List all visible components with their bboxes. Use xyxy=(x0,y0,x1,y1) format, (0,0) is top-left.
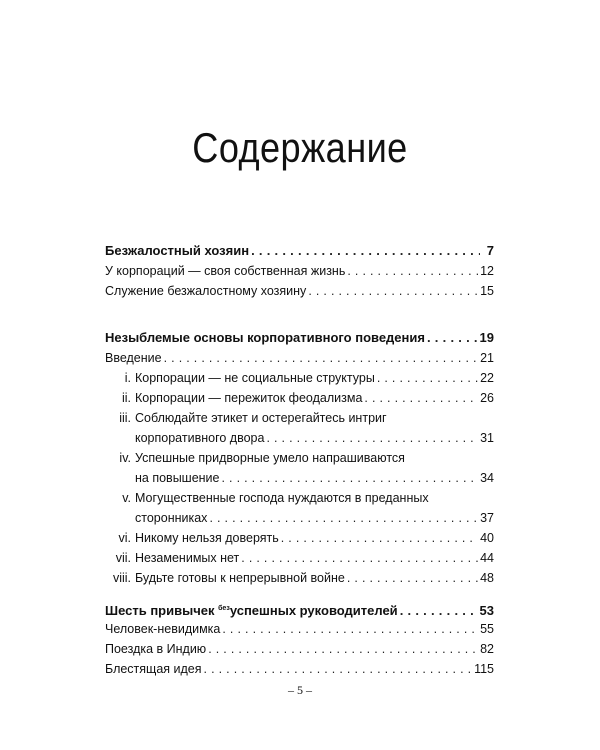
toc-heading-text xyxy=(105,599,398,621)
page-number: 19 xyxy=(479,330,494,345)
toc-item-text: Будьте готовы к непрерывной войне xyxy=(135,571,345,585)
page-number: 48 xyxy=(480,571,494,585)
toc-entry[interactable] xyxy=(105,281,494,301)
toc-item-text: Корпорации — пережиток феодализма xyxy=(135,391,363,405)
page-title: Содержание xyxy=(192,124,408,171)
page-number: 53 xyxy=(479,603,494,618)
dot-leader xyxy=(222,468,479,488)
heading-superscript: без xyxy=(218,605,230,612)
page-number: 44 xyxy=(480,551,494,565)
toc-item-text: Корпорации — не социальные структуры xyxy=(135,371,375,385)
item-numeral: vi. xyxy=(118,531,131,545)
toc-heading-text: Незыблемые основы корпоративного поведения xyxy=(105,330,425,345)
toc-item[interactable] xyxy=(105,368,494,388)
dot-leader xyxy=(208,639,478,659)
toc-item-line1[interactable] xyxy=(105,408,494,428)
dot-leader xyxy=(364,388,478,408)
toc-item-line2[interactable] xyxy=(105,428,494,448)
toc-entry-text: Человек-невидимка xyxy=(105,622,221,636)
toc-item-line1[interactable] xyxy=(105,448,494,468)
dot-leader xyxy=(427,328,478,348)
dot-leader xyxy=(266,428,478,448)
dot-leader xyxy=(400,601,478,621)
toc-item-text: корпоративного двора xyxy=(135,431,265,445)
toc-entry[interactable] xyxy=(105,348,494,368)
toc-item[interactable] xyxy=(105,388,494,408)
dot-leader xyxy=(222,619,478,639)
item-numeral: iv. xyxy=(119,451,131,465)
dot-leader xyxy=(308,281,478,301)
toc-item-text: Никому нельзя доверять xyxy=(135,531,279,545)
toc-section-1 xyxy=(105,241,494,301)
dot-leader xyxy=(204,659,473,679)
dot-leader xyxy=(209,508,478,528)
toc-item[interactable] xyxy=(105,568,494,588)
toc-entry[interactable] xyxy=(105,639,494,659)
heading-text-before: Шесть привычек xyxy=(105,603,219,618)
toc-heading[interactable] xyxy=(105,328,494,348)
item-numeral: iii. xyxy=(119,411,131,425)
page-number: 21 xyxy=(480,351,494,365)
page-number: 37 xyxy=(480,511,494,525)
toc-item-text: на повышение xyxy=(135,471,220,485)
toc-item-line2[interactable] xyxy=(105,468,494,488)
toc-entry[interactable] xyxy=(105,659,494,679)
heading-text-after: успешных руководителей xyxy=(229,603,398,618)
toc-item-text: Незаменимых нет xyxy=(135,551,240,565)
dot-leader xyxy=(347,261,478,281)
toc-entry[interactable] xyxy=(105,619,494,639)
toc-item-text: сторонниках xyxy=(135,511,208,525)
toc-entry-text: Введение xyxy=(105,351,162,365)
page-number: 22 xyxy=(480,371,494,385)
page-number: 31 xyxy=(480,431,494,445)
dot-leader xyxy=(241,548,478,568)
toc-entry-text: Блестящая идея xyxy=(105,662,202,676)
toc-entry-text: У корпораций — своя собственная жизнь xyxy=(105,264,346,278)
toc-item[interactable] xyxy=(105,548,494,568)
toc-section-3 xyxy=(105,599,494,679)
dot-leader xyxy=(281,528,478,548)
page-number: 15 xyxy=(480,284,494,298)
toc-item-text: Успешные придворные умело напрашиваются xyxy=(135,451,405,465)
page-number: 82 xyxy=(480,642,494,656)
toc-item-text: Соблюдайте этикет и остерегайтесь интриг xyxy=(135,411,387,425)
dot-leader xyxy=(377,368,478,388)
page-number: 55 xyxy=(480,622,494,636)
dot-leader xyxy=(347,568,478,588)
page-number: 40 xyxy=(480,531,494,545)
item-numeral: i. xyxy=(124,371,131,385)
item-numeral: viii. xyxy=(112,571,131,585)
item-numeral: vii. xyxy=(115,551,131,565)
toc-heading[interactable] xyxy=(105,599,494,619)
toc-item-text: Могущественные господа нуждаются в преданных xyxy=(135,491,429,505)
dot-leader xyxy=(251,241,480,261)
page-number: 115 xyxy=(474,662,494,676)
toc-item-line2[interactable] xyxy=(105,508,494,528)
page-number: 7 xyxy=(486,243,494,258)
toc-heading-text: Безжалостный хозяин xyxy=(105,243,250,258)
page-folio: – 5 – xyxy=(288,683,312,697)
toc-heading[interactable] xyxy=(105,241,494,261)
toc-entry-text: Служение безжалостному хозяину xyxy=(105,284,307,298)
toc-entry-text: Поездка в Индию xyxy=(105,642,207,656)
page-number: 34 xyxy=(480,471,494,485)
page-number: 26 xyxy=(480,391,494,405)
page-number: 12 xyxy=(480,264,494,278)
toc-item-line1[interactable] xyxy=(105,488,494,508)
toc-section-2 xyxy=(105,328,494,588)
dot-leader xyxy=(164,348,478,368)
item-numeral: v. xyxy=(122,491,131,505)
toc-entry[interactable] xyxy=(105,261,494,281)
item-numeral: ii. xyxy=(121,391,131,405)
toc-item[interactable] xyxy=(105,528,494,548)
